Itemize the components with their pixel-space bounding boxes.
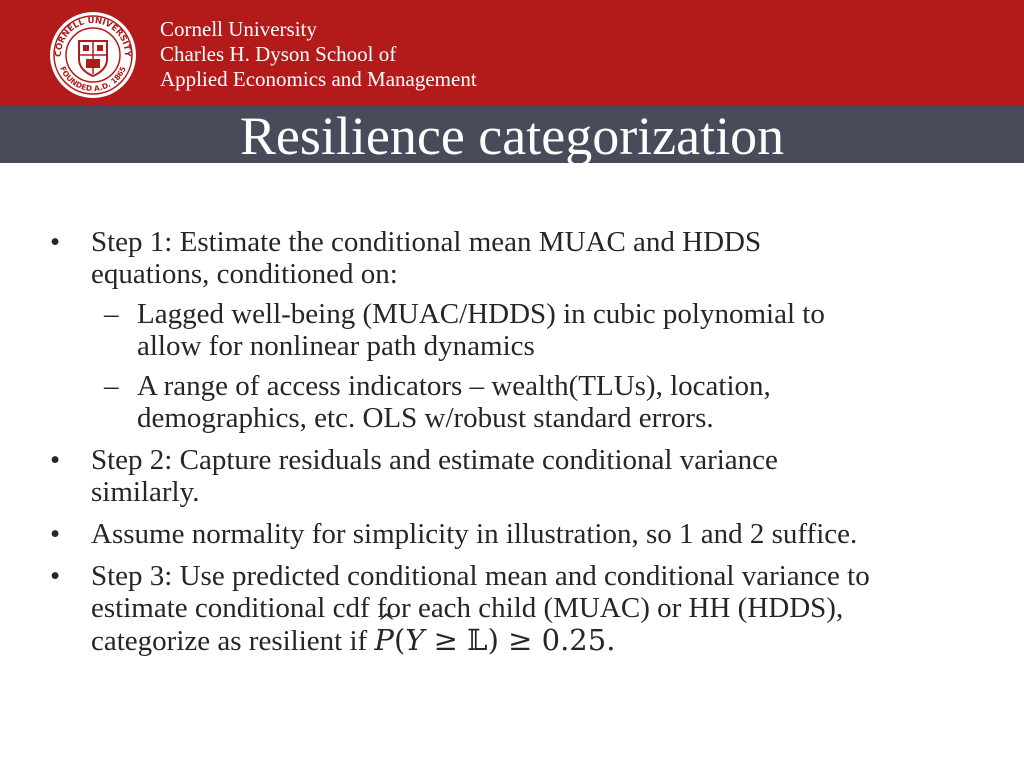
seal-ring-bottom-text: FOUNDED A.D. 1865 [58,65,128,94]
formula-geq: ≥ [424,623,468,657]
slide-title: Resilience categorization [239,106,785,166]
bullet-line: Step 3: Use predicted conditional mean and conditional variance to [91,560,870,592]
formula-geq: ≥ [498,623,542,657]
sub-bullet-item [48,370,998,434]
formula-threshold: 0.25. [541,623,616,657]
dash-icon: – [104,298,119,330]
bullet-dot-icon: • [50,518,61,550]
formula-y: Y [405,623,425,657]
bullet-line: Step 2: Capture residuals and estimate conditional variance [91,444,778,476]
header-bar [0,0,1024,106]
bullet-line-text: categorize as resilient if [91,625,375,657]
bullet-dot-icon: • [50,560,61,592]
formula-close-paren: ) [487,623,499,657]
bullet-line: Step 1: Estimate the conditional mean MUAC and HDDS [91,226,762,258]
sub-bullet-line: A range of access indicators – wealth(TLUs), location, [137,370,771,402]
sub-bullet-line: Lagged well-being (MUAC/HDDS) in cubic polynomial to [137,298,825,330]
sub-bullet-line: allow for nonlinear path dynamics [137,330,535,362]
bullet-line: estimate conditional cdf for each child (MUAC) or HH (HDDS), [91,592,844,624]
bullet-item [48,518,998,550]
resilience-formula [374,623,615,657]
bullet-dot-icon: • [50,444,61,476]
cornell-seal-logo [48,10,138,100]
formula-p-hat: ^ P [374,624,394,656]
formula-underbar: 𝕃 [467,623,488,657]
seal-ring-top-text: CORNELL UNIVERSITY [53,15,133,58]
bullet-item [48,560,998,657]
bullet-line-with-formula [91,624,998,657]
sub-bullet-item [48,298,998,362]
institution-name [160,17,477,92]
bullet-line: equations, conditioned on: [91,258,398,290]
institution-line: Applied Economics and Management [160,67,477,91]
bullet-item [48,444,998,508]
bullet-item [48,226,998,434]
sub-bullet-line: demographics, etc. OLS w/robust standard errors. [137,402,714,434]
institution-line: Cornell University [160,17,317,41]
institution-line: Charles H. Dyson School of [160,42,397,66]
bullet-line: similarly. [91,476,200,508]
slide-content [48,226,998,667]
dash-icon: – [104,370,119,402]
formula-open-paren: ( [393,623,406,657]
bullet-line: Assume normality for simplicity in illustration, so 1 and 2 suffice. [91,518,858,550]
bullet-dot-icon: • [50,226,61,258]
